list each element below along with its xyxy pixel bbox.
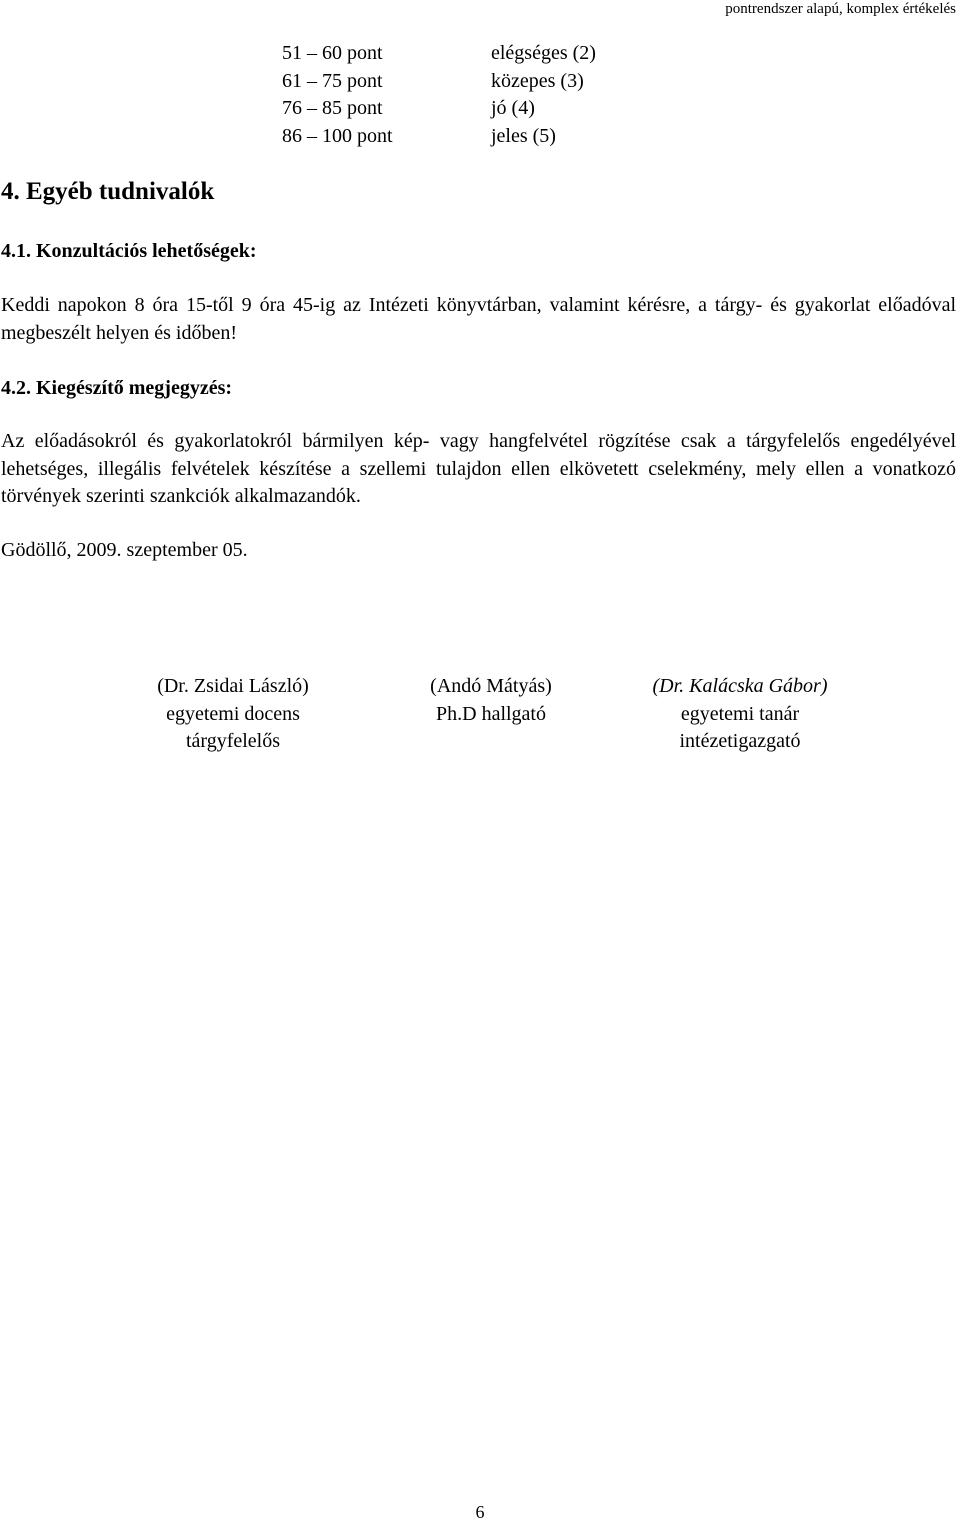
page-number: 6 <box>475 1502 485 1522</box>
grading-grade: elégséges (2) <box>491 42 596 64</box>
grading-grade: jeles (5) <box>491 124 556 147</box>
grading-grade: jó (4) <box>491 97 535 119</box>
running-header: pontrendszer alapú, komplex értékelés <box>725 1 956 17</box>
section-heading: 4. Egyéb tudnivalók <box>1 178 215 205</box>
signatory-title: Ph.D hallgató <box>436 702 546 725</box>
signatory-name: (Dr. Kalácska Gábor) <box>652 675 828 697</box>
grading-range: 76 – 85 pont <box>282 97 383 119</box>
signature-block <box>0 673 960 763</box>
signature-1 <box>128 673 338 756</box>
grading-row <box>282 68 691 96</box>
grading-table <box>282 40 691 150</box>
grading-range: 51 – 60 pont <box>282 42 383 64</box>
signatory-title: egyetemi docens <box>166 702 300 725</box>
signatory-title: egyetemi tanár <box>680 702 800 725</box>
signatory-name: (Andó Mátyás) <box>430 675 552 697</box>
consultation-text: Keddi napokon 8 óra 15-től 9 óra 45-ig az Intézeti könyvtárban, valamint kérésre, a tárgy- és gyakorlat előadóval megbeszélt helyen és időben! <box>1 294 956 344</box>
signature-3 <box>620 673 860 756</box>
signatory-role: intézetigazgató <box>679 730 801 752</box>
grading-range: 61 – 75 pont <box>282 69 383 92</box>
grading-grade: közepes (3) <box>491 69 584 92</box>
grading-row <box>282 40 691 68</box>
place-date: Gödöllő, 2009. szeptember 05. <box>1 539 248 561</box>
signatory-role <box>396 728 586 756</box>
supplementary-note-heading: 4.2. Kiegészítő megjegyzés: <box>1 377 233 399</box>
grading-row <box>282 123 691 151</box>
supplementary-note-text: Az előadásokról és gyakorlatokról bármilyen kép- vagy hangfelvétel rögzítése csak a tárgyfelelős engedélyével lehetséges, illegális felvételek készítése a szellemi tulajdon ellen elkövetett cselekmény, mely ellen a vonatkozó törvények szerinti szankciók alkalmazandók. <box>1 430 956 507</box>
grading-range: 86 – 100 pont <box>282 124 393 147</box>
signatory-name: (Dr. Zsidai László) <box>157 675 309 697</box>
signature-2 <box>396 673 586 756</box>
signatory-role: tárgyfelelős <box>185 730 281 752</box>
consultation-heading: 4.1. Konzultációs lehetőségek: <box>1 240 257 262</box>
grading-row <box>282 95 691 123</box>
